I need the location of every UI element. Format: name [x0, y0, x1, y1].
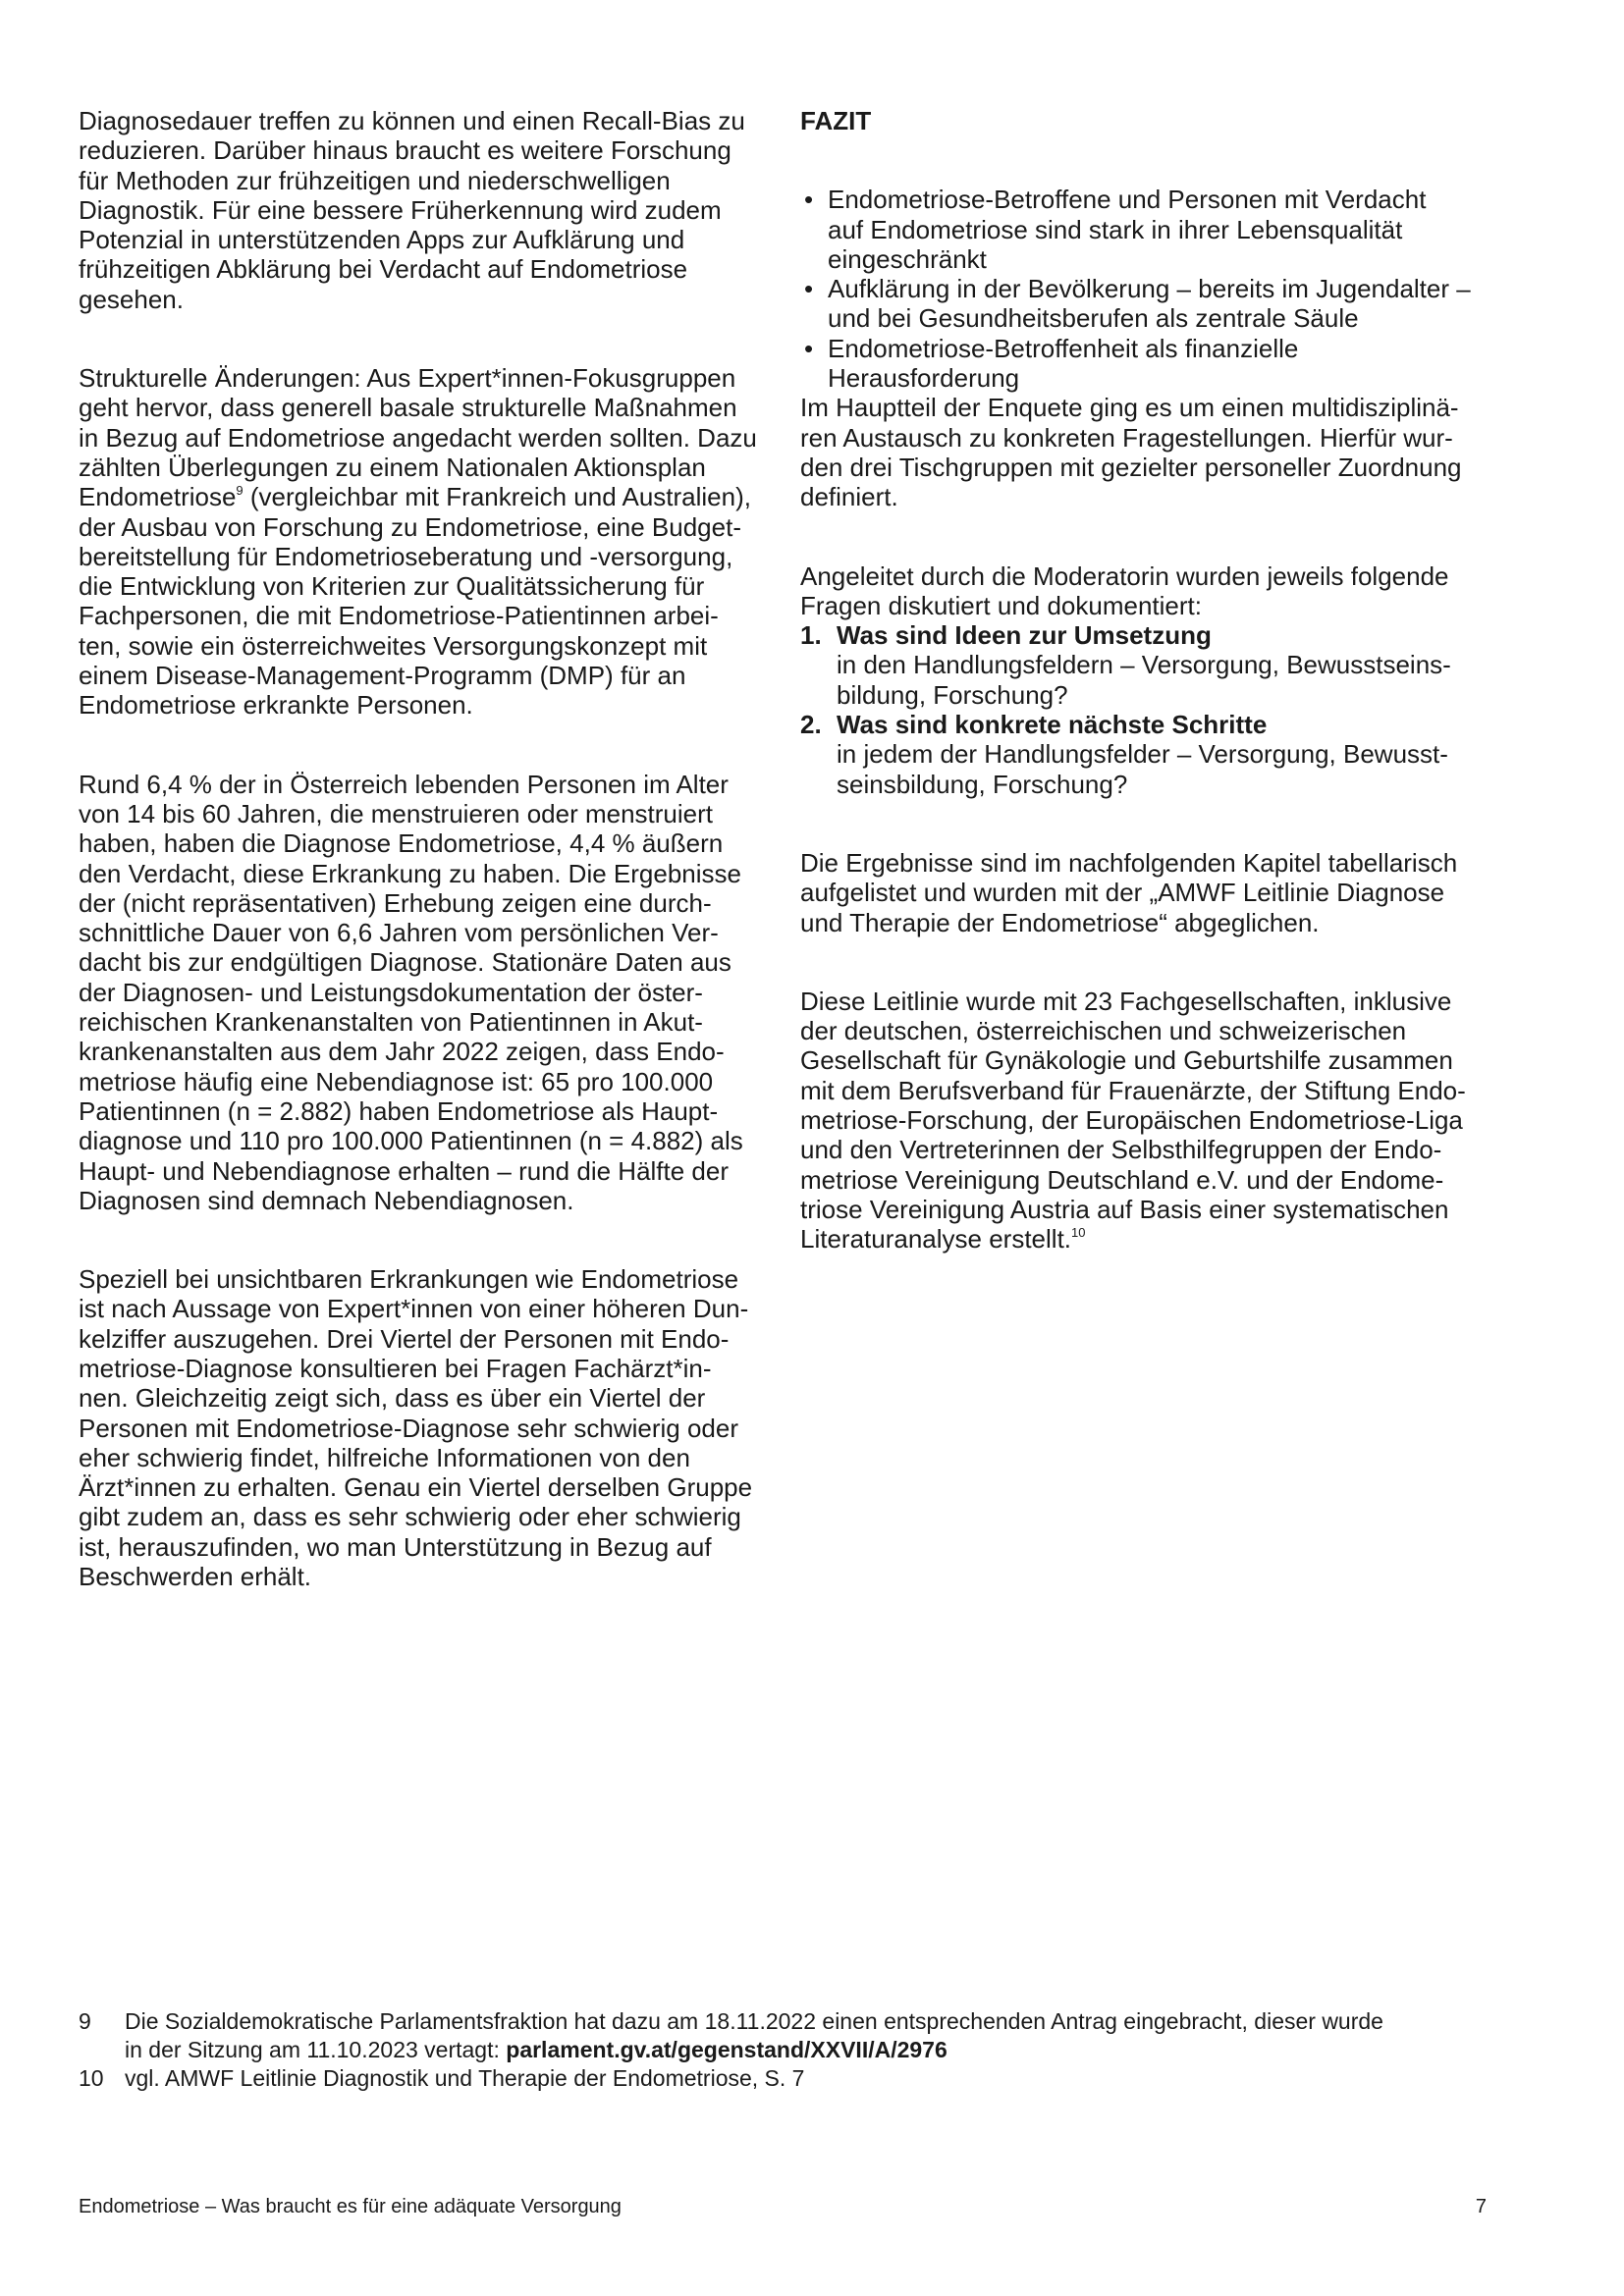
- right-column: [800, 106, 1488, 1304]
- footnotes: [79, 2007, 1492, 2093]
- list-item: • Aufklärung in der Bevölkerung – bereits im Jugendalter – und bei Gesundheitsberufen als zentrale Säule: [804, 274, 1471, 334]
- paragraph-hauptteil-enquete: Im Hauptteil der Enquete ging es um einen multidisziplinä- ren Austausch zu konkreten Fragestellungen. Hierfür wur- den drei Tischgruppen mit gezielter personeller Zuordnung definiert.: [800, 393, 1462, 512]
- left-column: [79, 106, 766, 1640]
- list-item: 2. Was sind konkrete nächste Schritte in jedem der Handlungsfelder – Versorgung, Bewusst- seinsbildung, Forschung?: [800, 710, 1448, 799]
- footnote-ref-9[interactable]: 9: [236, 483, 244, 499]
- paragraph-moderatorin-fragen: Angeleitet durch die Moderatorin wurden jeweils folgende Fragen diskutiert und dokumentiert: 1. Was sind Ideen zur Umsetzung in den Handlungsfeldern – Versorgung, Bewusstseins- bildung, Forschung? 2. Was sind konkrete nächste Schritte in jedem der Handlungsfelder – Versorgung, Bewusst- seinsbildung, Forschung?: [800, 561, 1488, 799]
- section-heading-fazit: FAZIT: [800, 106, 872, 135]
- question-list: [800, 620, 1488, 799]
- bullet-icon: •: [804, 274, 814, 304]
- paragraph-statistik: Rund 6,4 % der in Österreich lebenden Personen im Alter von 14 bis 60 Jahren, die menstruieren oder menstruiert haben, haben die Diagnose Endometriose, 4,4 % äußern den Verdacht, diese Erkrankung zu haben. Die Ergebnisse der (nicht repräsentativen) Erhebung zeigen eine durch- schnittliche Dauer von 6,6 Jahren vom persönlichen Ver- dacht bis zur endgültigen Diagnose. Stationäre Daten aus der Diagnosen- und Leistungsdokumentation der öster- reichischen Krankenanstalten von Patientinnen in Akut- krankenanstalten aus dem Jahr 2022 zeigen, dass Endo- metriose häufig eine Nebendiagnose ist: 65 pro 100.000 Patientinnen (n = 2.882) haben Endometriose als Haupt- diagnose und 110 pro 100.000 Patientinnen (n = 4.882) als Haupt- und Nebendiagnose erhalten – rund die Hälfte der Diagnosen sind demnach Nebendiagnosen.: [79, 769, 743, 1215]
- fazit-bullet-list: [800, 185, 1488, 393]
- list-item: • Endometriose-Betroffenheit als finanzielle Herausforderung: [804, 333, 1299, 394]
- footnote-ref-10[interactable]: 10: [1071, 1225, 1086, 1241]
- parliament-link[interactable]: parlament.gv.at/gegenstand/XXVII/A/2976: [506, 2037, 947, 2062]
- paragraph-strukturelle-aenderungen: Strukturelle Änderungen: Aus Expert*innen-Fokusgruppen geht hervor, dass generell basale strukturelle Maßnahmen in Bezug auf Endometriose angedacht werden sollten. Dazu zählten Überlegungen zu einem Nationalen Aktionsplan Endometriose$^9$ (vergleichbar mit Frankreich und Australien), der Ausbau von Forschung zu Endometriose, eine Budget- bereitstellung für Endometrioseberatung und -versorgung, die Entwicklung von Kriterien zur Qualitätssicherung für Fachpersonen, die mit Endometriose-Patientinnen arbei- ten, sowie ein österreichweites Versorgungskonzept mit einem Disease-Management-Programm (DMP) für an Endometriose erkrankte Personen.: [79, 363, 757, 721]
- footer-title: Endometriose – Was braucht es für eine adäquate Versorgung: [79, 2196, 622, 2217]
- bullet-icon: •: [804, 185, 814, 215]
- page-number: 7: [1475, 2196, 1487, 2217]
- paragraph-ergebnisse: Die Ergebnisse sind im nachfolgenden Kapitel tabellarisch aufgelistet und wurden mit der „AMWF Leitlinie Diagnose und Therapie der Endometriose“ abgeglichen.: [800, 847, 1458, 937]
- list-item: • Endometriose-Betroffene und Personen mit Verdacht auf Endometriose sind stark in ihrer Lebensqualität eingeschränkt: [804, 185, 1427, 274]
- paragraph-leitlinie: Diese Leitlinie wurde mit 23 Fachgesellschaften, inklusive der deutschen, österreichischen und schweizerischen Gesellschaft für Gynäkologie und Geburtshilfe zusammen mit dem Berufsverband für Frauenärzte, der Stiftung Endo- metriose-Forschung, der Europäischen Endometriose-Liga und den Vertreterinnen der Selbsthilfegruppen der Endo- metriose Vereinigung Deutschland e.V. und der Endome- triose Vereinigung Austria auf Basis einer systematischen Literaturanalyse erstellt.$^{10}$: [800, 986, 1466, 1255]
- paragraph-diagnosedauer: Diagnosedauer treffen zu können und einen Recall-Bias zu reduzieren. Darüber hinaus braucht es weitere Forschung für Methoden zur frühzeitigen und niederschwelligen Diagnostik. Für eine bessere Früherkennung wird zudem Potenzial in unterstützenden Apps zur Aufklärung und frühzeitigen Abklärung bei Verdacht auf Endometriose gesehen.: [79, 106, 745, 314]
- bullet-icon: •: [804, 333, 814, 363]
- footnote-10: 10 vgl. AMWF Leitlinie Diagnostik und Therapie der Endometriose, S. 7: [79, 2065, 805, 2091]
- list-item: 1. Was sind Ideen zur Umsetzung in den Handlungsfeldern – Versorgung, Bewusstseins- bildung, Forschung?: [800, 620, 1451, 710]
- paragraph-dunkelziffer: Speziell bei unsichtbaren Erkrankungen wie Endometriose ist nach Aussage von Expert*innen von einer höheren Dun- kelziffer auszugehen. Drei Viertel der Personen mit Endo- metriose-Diagnose konsultieren bei Fragen Fachärzt*in- nen. Gleichzeitig zeigt sich, dass es über ein Viertel der Personen mit Endometriose-Diagnose sehr schwierig oder eher schwierig findet, hilfreiche Informationen von den Ärzt*innen zu erhalten. Genau ein Viertel derselben Gruppe gibt zudem an, dass es sehr schwierig oder eher schwierig ist, herauszufinden, wo man Unterstützung in Bezug auf Beschwerden erhält.: [79, 1264, 753, 1592]
- footnote-9: 9 Die Sozialdemokratische Parlamentsfraktion hat dazu am 18.11.2022 einen entsprechenden Antrag eingebracht, dieser wurde in der Sitzung am 11.10.2023 vertagt: parlament.gv.at/gegenstand/XXVII/A/2976: [79, 2008, 1383, 2062]
